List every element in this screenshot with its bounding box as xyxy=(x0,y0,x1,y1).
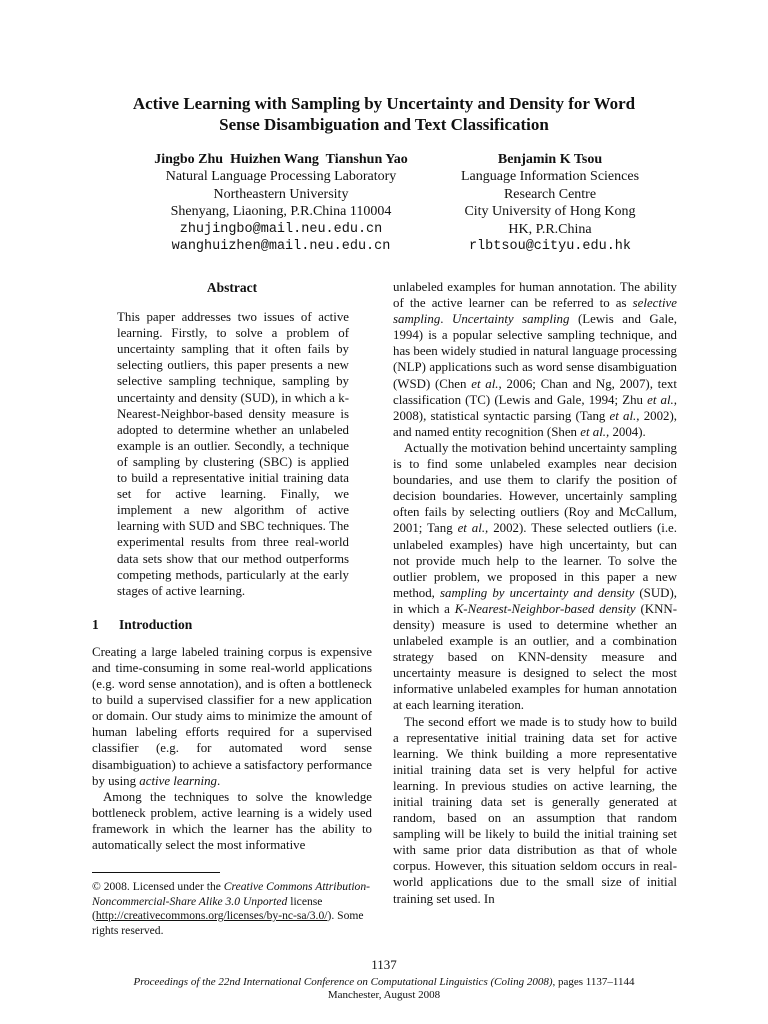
left-column xyxy=(92,280,372,853)
section-number: 1 xyxy=(92,616,99,632)
author-university: City University of Hong Kong xyxy=(464,204,636,220)
author-email[interactable]: rlbtsou@cityu.edu.hk xyxy=(468,239,632,255)
text-run: 2008), statistical syntactic parsing (Tang xyxy=(393,408,610,423)
author-block-right xyxy=(445,151,655,255)
author-university: Northeastern University xyxy=(213,186,349,202)
author-email[interactable]: zhujingbo@mail.neu.edu.cn xyxy=(179,221,383,237)
footnote xyxy=(92,880,372,938)
text-run-italic: et al., xyxy=(471,376,502,391)
author-names: Jingbo Zhu Huizhen Wang Tianshun Yao xyxy=(154,152,408,167)
proceedings-line xyxy=(0,975,768,989)
text-run-italic: selective sampling xyxy=(393,296,677,327)
text-run: (Lewis and Gale, 1994) is a popular selective sampling technique, and has been widely studied in natural language processing (NLP) applications such as word sense disambiguation (WSD) (Chen xyxy=(393,312,677,391)
venue-line: Manchester, August 2008 xyxy=(327,989,441,1001)
author-affiliation: Natural Language Processing Laboratory xyxy=(165,169,397,185)
text-run: license ( xyxy=(92,894,323,922)
text-run: 2002), and named entity recognition (Shen xyxy=(393,408,677,439)
text-run-italic: et al., xyxy=(457,521,489,536)
text-run: 2006; Chan and Ng, 2007), text classification (TC) (Lewis and Gale, 1994; Zhu xyxy=(393,376,678,407)
license-link[interactable]: http://creativecommons.org/licenses/by-nc-sa/3.0/ xyxy=(95,909,328,922)
paragraph xyxy=(92,644,372,789)
right-column xyxy=(393,279,677,907)
author-address: Shenyang, Liaoning, P.R.China 110004 xyxy=(170,204,392,220)
paragraph xyxy=(393,440,677,714)
text-run-italic: et al., xyxy=(580,424,610,439)
text-run: ). Some rights reserved. xyxy=(92,909,364,937)
paragraph: Among the techniques to solve the knowledge bottleneck problem, active learning is a widely used framework in which the learner has the ability to automatically select the most informative xyxy=(92,789,372,852)
text-run: 2002). These selected outliers (i.e. unlabeled examples) have high uncertainty, but can not provide much help to the learner. To solve the outlier problem, we proposed in this paper a new method, xyxy=(393,521,677,600)
text-run-italic: Creative Commons Attribution-Noncommercial-Share Alike 3.0 Unported xyxy=(92,880,371,908)
text-run-italic: active learning xyxy=(139,773,217,788)
text-run-italic: et al., xyxy=(609,408,640,423)
abstract-body: This paper addresses two issues of active learning. Firstly, to solve a problem of uncertainty sampling that it often fails by selecting outliers, this paper presents a new selective sampling technique, sampling by uncertainty and density (SUD), in which a k-Nearest-Neighbor-based density measure is adopted to determine whether an unlabeled example is an outlier. Secondly, a technique of sampling by clustering (SBC) is applied to build a representative initial training data set for active learning. Finally, we implement a new algorithm of active learning with SUD and SBC techniques. The experimental results from three real-world data sets show that our method outperforms competing methods, particularly at the early stages of active learning. xyxy=(117,310,349,598)
author-affiliation: Language Information Sciences xyxy=(460,169,640,185)
section-title: Introduction xyxy=(119,616,193,632)
text-run: . xyxy=(216,773,221,788)
author-affiliation: Research Centre xyxy=(503,186,597,202)
paper-title xyxy=(60,93,708,135)
text-run: , pages 1137–1144 xyxy=(552,976,635,988)
text-run: . xyxy=(440,312,453,327)
text-run-italic: et al., xyxy=(647,392,678,407)
title-line-2: Sense Disambiguation and Text Classification xyxy=(219,115,549,134)
abstract-heading: Abstract xyxy=(206,280,258,295)
section-heading xyxy=(92,617,372,633)
page-number: 1137 xyxy=(371,957,397,972)
paragraph: The second effort we made is to study how to build a representative initial training data set for active learning. We think building a more representative initial training data set is very helpful for active learning. In previous studies on active learning, the initial training data set is generally generated at random, based on an assumption that random sampling will be likely to build the initial training set with same prior data distribution as that of whole corpus. However, this situation seldom occurs in real-world applications due to the small size of initial training set used. In xyxy=(393,714,677,906)
text-run: Actually the motivation behind uncertainty sampling is to find some unlabeled examples near decision boundaries, and use them to clarify the position of decision boundaries. However, uncertainly sampling often fails by selecting outliers (Roy and McCallum, 2001; Tang xyxy=(393,440,677,536)
text-run-italic: K-Nearest-Neighbor-based density xyxy=(454,601,636,616)
text-run: © 2008. Licensed under the xyxy=(92,880,224,893)
text-run: (SUD), in which a xyxy=(393,585,677,616)
text-run: (KNN-density) measure is used to determine whether an unlabeled example is an outlier, and a combination strategy based on KNN-density measure and uncertainty measure is designed to select the most informative unlabeled examples for human annotation at each learning iteration. xyxy=(393,601,677,713)
author-email[interactable]: wanghuizhen@mail.neu.edu.cn xyxy=(171,239,391,255)
text-run: unlabeled examples for human annotation. The ability of the active learner can be referred to as xyxy=(393,280,677,311)
paragraph xyxy=(393,279,677,440)
text-run-italic: sampling by uncertainty and density xyxy=(439,585,635,600)
author-address: HK, P.R.China xyxy=(508,221,592,237)
text-run-italic: Proceedings of the 22nd International Conference on Computational Linguistics (Coling 2008) xyxy=(133,976,553,988)
author-name: Benjamin K Tsou xyxy=(497,152,603,167)
title-line-1: Active Learning with Sampling by Uncertainty and Density for Word xyxy=(132,94,636,113)
text-run: Creating a large labeled training corpus is expensive and time-consuming in some real-world applications (e.g. word sense annotation), and is often a bottleneck to build a supervised classifier for a new application or domain. Our study aims to minimize the amount of human labeling efforts required for a supervised classifier (e.g. for automated word sense disambiguation) to achieve a satisfactory performance by using xyxy=(92,644,372,788)
footnote-divider xyxy=(92,872,220,873)
author-block-left xyxy=(112,151,450,255)
text-run-italic: Uncertainty sampling xyxy=(452,312,570,327)
text-run: 2004). xyxy=(609,424,646,439)
